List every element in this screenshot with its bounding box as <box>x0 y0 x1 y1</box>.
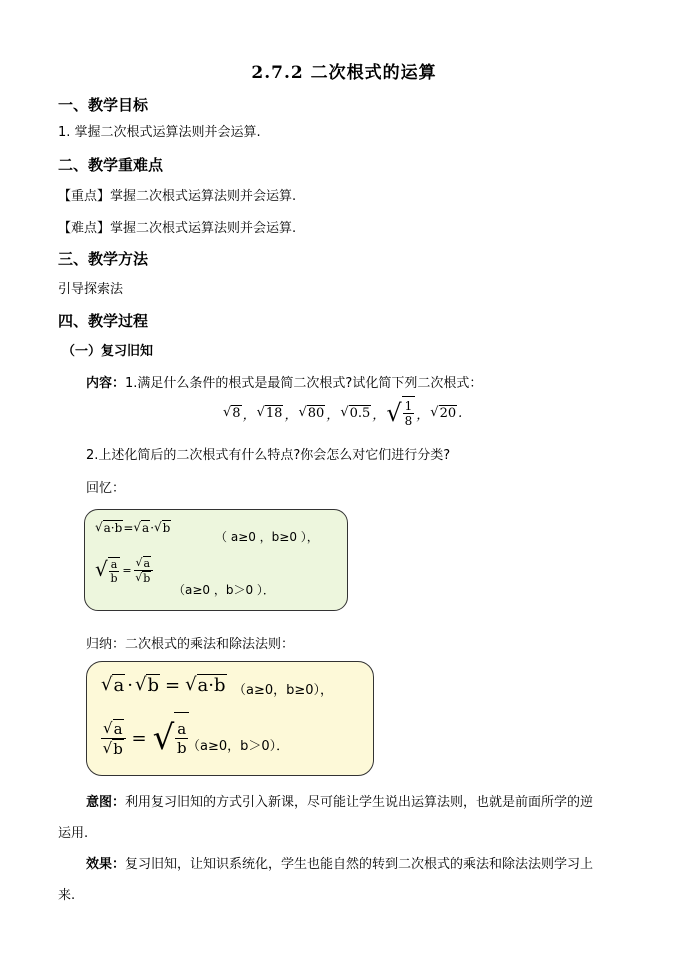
objective-item: 1. 掌握二次根式运算法则并会运算. <box>58 125 261 140</box>
condition-product: （ a≥0 ，b≥0 ）， <box>215 530 319 544</box>
content-question-1: 1.满足什么条件的根式是最简二次根式?试化简下列二次根式： <box>125 376 483 391</box>
difficult-point-line <box>58 217 296 236</box>
effect-text: 复习旧知，让知识系统化，学生也能自然的转到二次根式的乘法和除法法则学习上 <box>125 857 594 872</box>
condition-quotient: （a≥0 ，b＞0 ）． <box>173 583 275 597</box>
rule-product-condition: （a≥0，b≥0）， <box>233 683 334 698</box>
summary-label: 归纳：二次根式的乘法和除法法则： <box>86 637 295 652</box>
content-line <box>86 372 482 391</box>
intent-continuation: 运用. <box>58 826 89 841</box>
radical-sqrt18: √ 18 <box>256 405 283 421</box>
section-heading-methods: 三、教学方法 <box>58 250 149 268</box>
subsection-review: （一）复习旧知 <box>62 344 154 359</box>
effect-line <box>86 853 593 872</box>
key-point-line <box>58 185 296 204</box>
formula-quotient: √ $\frac{a}{b}$ = √ a √ b <box>95 556 153 585</box>
end-dot: . <box>458 405 463 421</box>
difficult-point-tag: 【难点】 <box>58 221 111 236</box>
intent-line <box>86 791 593 810</box>
radicals-list <box>223 396 462 430</box>
radical-sqrt8: √ 8 <box>223 405 241 421</box>
method-text: 引导探索法 <box>58 282 124 297</box>
recall-formula-box <box>84 509 348 611</box>
intent-text: 利用复习旧知的方式引入新课，尽可能让学生说出运算法则，也就是前面所学的逆 <box>125 795 594 810</box>
content-question-2: 2.上述化简后的二次根式有什么特点?你会怎么对它们进行分类? <box>86 448 451 463</box>
section-heading-key-points: 二、教学重难点 <box>58 156 164 174</box>
rules-formula-box <box>86 661 374 776</box>
key-point-text: 掌握二次根式运算法则并会运算. <box>110 189 297 204</box>
difficult-point-text: 掌握二次根式运算法则并会运算. <box>110 221 297 236</box>
recall-label: 回忆： <box>86 481 126 496</box>
rule-quotient-condition: （a≥0，b＞0）． <box>187 739 290 754</box>
key-point-tag: 【重点】 <box>58 189 111 204</box>
rule-quotient: √ a √ b = √ $\frac{a}{b}$ <box>101 712 189 764</box>
content-label: 内容： <box>86 376 126 391</box>
radical-sqrt20: √ 20 <box>430 405 457 421</box>
radical-sqrt1-over-8: √ $\frac{1}{8}$ <box>386 396 415 430</box>
section-heading-objectives: 一、教学目标 <box>58 96 149 114</box>
effect-label: 效果： <box>86 857 126 872</box>
separator: ， <box>284 407 298 423</box>
separator: ， <box>416 407 430 423</box>
page-title: 2.7.2 二次根式的运算 <box>251 63 437 83</box>
separator: ， <box>242 407 256 423</box>
separator: ， <box>326 407 340 423</box>
effect-continuation: 来. <box>58 888 76 903</box>
rule-product: √ a · √ b = √ a·b <box>101 674 226 696</box>
radical-sqrt0-5: √ 0.5 <box>340 405 371 421</box>
radical-sqrt80: √ 80 <box>298 405 325 421</box>
section-heading-process: 四、教学过程 <box>58 312 149 330</box>
intent-label: 意图： <box>86 795 126 810</box>
formula-product: √ a·b = √ a · √ b <box>95 520 171 535</box>
separator: ， <box>372 407 386 423</box>
